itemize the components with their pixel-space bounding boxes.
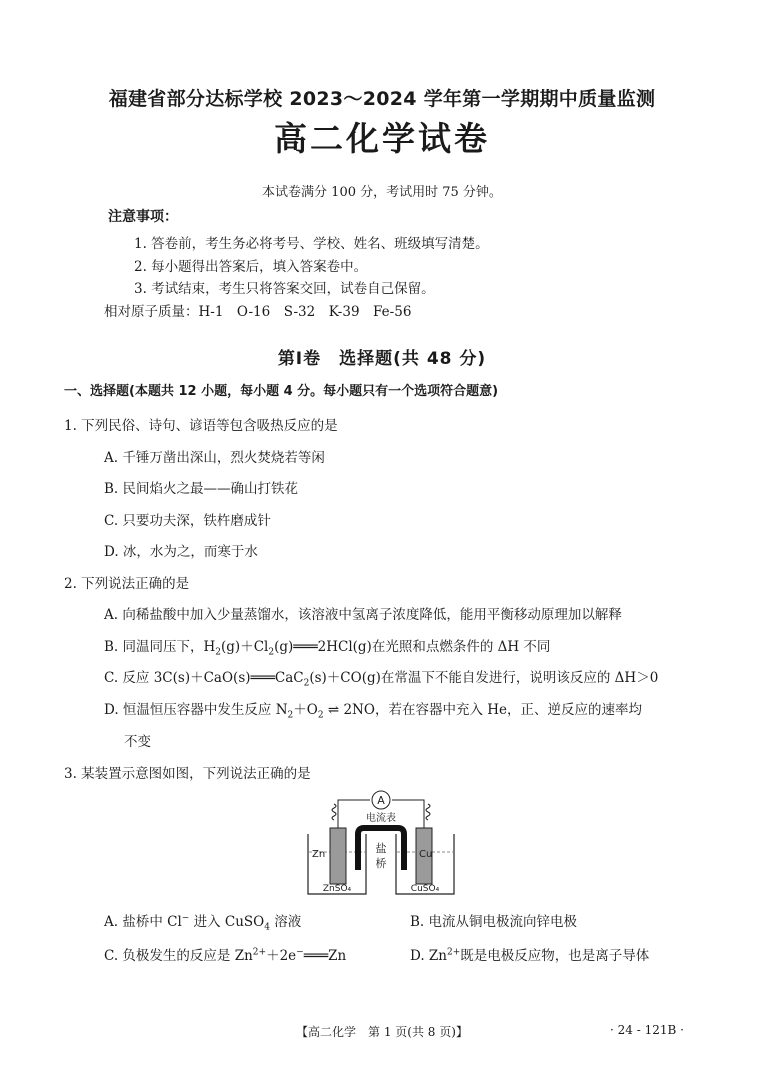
exam-intro: 本试卷满分 100 分，考试用时 75 分钟。 bbox=[262, 185, 502, 200]
q2-option-c: C. 反应 3C(s)＋CaO(s)═══CaC$_2$(s)＋CO(g)在常温下不能自发进行，说明该反应的 ΔH＞0 bbox=[104, 670, 659, 689]
exam-code: · 24 - 121B · bbox=[610, 1023, 684, 1037]
q3-option-a: A. 盐桥中 Cl− 进入 CuSO$_4$ 溶液 bbox=[104, 913, 302, 933]
atomic-mass-line: 相对原子质量：H-1 O-16 S-32 K-39 Fe-56 bbox=[104, 304, 412, 320]
exam-subject-title: 高二化学试卷 bbox=[274, 119, 490, 158]
page-footer: 【高二化学 第 1 页(共 8 页)】 bbox=[296, 1025, 468, 1039]
q1-option-a: A. 千锤万凿出深山，烈火焚烧若等闲 bbox=[104, 450, 325, 466]
q1-stem: 1. 下列民俗、诗句、谚语等包含吸热反应的是 bbox=[64, 418, 338, 434]
zn-electrode bbox=[330, 828, 346, 884]
notice-item-1: 1. 答卷前，考生务必将考号、学校、姓名、班级填写清楚。 bbox=[134, 236, 489, 252]
q2-option-d: D. 恒温恒压容器中发生反应 $N_2+O_2$ ⇌ 2NO，若在容器中充入 He，正、逆反应的速率均 bbox=[104, 702, 642, 721]
cu-label: Cu bbox=[419, 849, 433, 860]
notice-item-3: 3. 考试结束，考生只将答案交回，试卷自己保留。 bbox=[134, 281, 435, 297]
notice-heading: 注意事项： bbox=[108, 209, 178, 225]
q2-option-a: A. 向稀盐酸中加入少量蒸馏水，该溶液中氢离子浓度降低，能用平衡移动原理加以解释 bbox=[104, 607, 622, 623]
q1-option-b: B. 民间焰火之最——确山打铁花 bbox=[104, 481, 299, 497]
q1-option-c: C. 只要功夫深，铁杵磨成针 bbox=[104, 513, 271, 529]
ammeter-symbol: A bbox=[377, 794, 385, 807]
notice-item-2: 2. 每小题得出答案后，填入答案卷中。 bbox=[134, 259, 368, 275]
cuso4-label: CuSO₄ bbox=[410, 884, 440, 894]
znso4-label: ZnSO₄ bbox=[322, 884, 352, 894]
q3-option-d: D. $Zn^{2+}$既是电极反应物，也是离子导体 bbox=[410, 947, 650, 964]
q2-stem: 2. 下列说法正确的是 bbox=[64, 576, 190, 592]
exam-header-title: 福建省部分达标学校 2023～2024 学年第一学期期中质量监测 bbox=[108, 88, 656, 110]
q3-option-b: B. 电流从铜电极流向锌电极 bbox=[410, 914, 578, 930]
q2-option-d-continued: 不变 bbox=[124, 734, 151, 750]
q1-option-d: D. 冰，水为之，而寒于水 bbox=[104, 544, 258, 560]
ammeter-label: 电流表 bbox=[366, 813, 396, 824]
q3-option-c: C. 负极发生的反应是 $Zn^{2+}+2e^-═══Zn$ bbox=[104, 947, 347, 964]
galvanic-cell-diagram bbox=[300, 790, 460, 900]
salt-bridge-char-1: 盐 bbox=[375, 842, 387, 855]
salt-bridge-char-2: 桥 bbox=[375, 857, 387, 870]
q2-option-b: B. 同温同压下，$H_2(g)+Cl_2(g)═══2HCl(g)$在光照和点燃条件的 ΔH 不同 bbox=[104, 639, 551, 658]
zn-label: Zn bbox=[312, 849, 326, 860]
part-heading: 一、选择题(本题共 12 小题，每小题 4 分。每小题只有一个选项符合题意) bbox=[64, 384, 499, 399]
section-title: 第Ⅰ卷 选择题(共 48 分) bbox=[277, 349, 487, 369]
q3-stem: 3. 某装置示意图如图，下列说法正确的是 bbox=[64, 766, 311, 782]
